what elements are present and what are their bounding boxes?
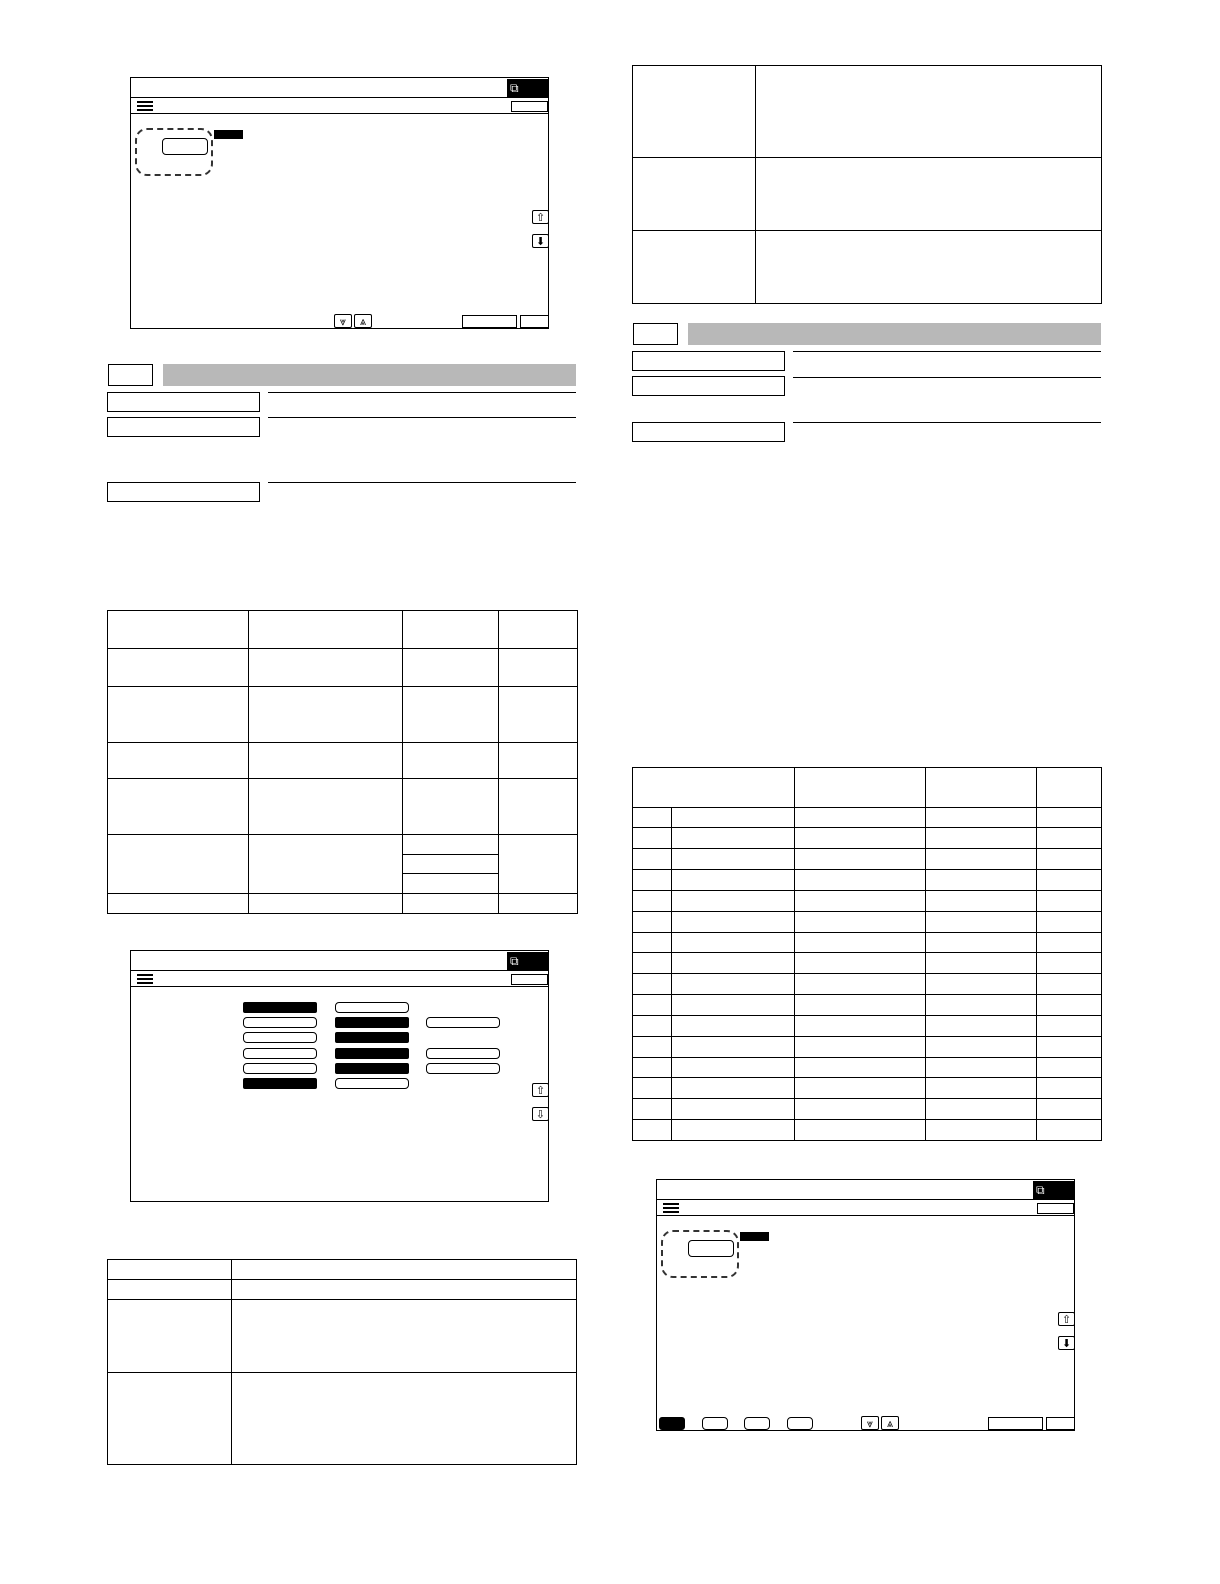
screen-title-bar — [657, 1180, 1074, 1200]
footer-wide-button[interactable] — [462, 315, 517, 328]
copy-icon: ⧉ — [510, 81, 519, 95]
table-row — [633, 1015, 1102, 1036]
down-arrow-icon[interactable]: ⬇ — [532, 234, 549, 248]
rule-3 — [268, 482, 576, 483]
screen-title-bar — [131, 951, 548, 971]
table-row — [108, 687, 578, 743]
footer-tab[interactable] — [702, 1417, 728, 1430]
screen-panel-3 — [656, 1179, 1075, 1431]
table-row — [633, 953, 1102, 974]
table-row — [108, 1373, 577, 1465]
table-row — [108, 1300, 577, 1373]
table-row — [633, 1120, 1102, 1141]
option-button[interactable] — [243, 1032, 317, 1043]
header-divider — [131, 113, 548, 114]
copy-icon: ⧉ — [1036, 1183, 1045, 1197]
option-button[interactable] — [335, 1017, 409, 1028]
label-box-1 — [107, 392, 260, 412]
option-button[interactable] — [335, 1078, 409, 1089]
table-row — [633, 807, 1102, 828]
table-row — [633, 66, 1102, 158]
up-arrow-icon[interactable]: ⇧ — [1058, 1312, 1075, 1326]
option-button[interactable] — [243, 1002, 317, 1013]
table-row — [633, 158, 1102, 231]
setting-button[interactable] — [688, 1240, 734, 1257]
table-row — [633, 932, 1102, 953]
copy-icon: ⧉ — [510, 954, 519, 968]
table-4 — [632, 767, 1102, 1141]
label-box-5 — [632, 376, 785, 396]
nav-up-icon[interactable]: ⩓ — [881, 1416, 899, 1430]
screen-panel-1 — [130, 77, 549, 329]
rule-2 — [268, 417, 576, 418]
section-number-box — [108, 364, 153, 386]
up-arrow-icon[interactable]: ⇧ — [532, 1083, 549, 1097]
table-1 — [107, 610, 578, 914]
table-row — [108, 743, 578, 779]
option-button[interactable] — [335, 1063, 409, 1074]
table-3 — [632, 65, 1102, 304]
footer-wide-button[interactable] — [988, 1417, 1043, 1430]
table-row — [108, 1260, 577, 1280]
table-row — [108, 835, 578, 855]
table-row — [633, 911, 1102, 932]
setting-button[interactable] — [162, 138, 208, 155]
header-button[interactable] — [511, 101, 548, 112]
table-row — [633, 231, 1102, 304]
table-row — [633, 870, 1102, 891]
down-arrow-icon[interactable]: ⬇ — [1058, 1336, 1075, 1350]
label-box-3 — [107, 482, 260, 502]
nav-down-icon[interactable]: ⩔ — [861, 1416, 879, 1430]
table-row — [633, 890, 1102, 911]
option-button[interactable] — [335, 1048, 409, 1059]
option-button[interactable] — [335, 1032, 409, 1043]
menu-icon[interactable] — [137, 972, 153, 986]
footer-tab-active[interactable] — [659, 1417, 685, 1430]
label-box-2 — [107, 417, 260, 437]
nav-up-icon[interactable]: ⩓ — [354, 314, 372, 328]
menu-icon[interactable] — [137, 99, 153, 113]
section-number-box — [633, 323, 678, 345]
option-button[interactable] — [426, 1048, 500, 1059]
option-button[interactable] — [335, 1002, 409, 1013]
up-arrow-icon[interactable]: ⇧ — [532, 210, 549, 224]
footer-ok-button[interactable] — [1046, 1417, 1075, 1430]
table-row — [633, 1036, 1102, 1057]
option-button[interactable] — [426, 1063, 500, 1074]
rule-6 — [793, 422, 1101, 423]
rule-4 — [793, 351, 1101, 352]
screen-title-bar — [131, 78, 548, 98]
header-divider — [131, 986, 548, 987]
nav-down-icon[interactable]: ⩔ — [334, 314, 352, 328]
table-row — [633, 768, 1102, 808]
table-row — [633, 828, 1102, 849]
copy-status-box — [1033, 1181, 1074, 1199]
table-row — [633, 1099, 1102, 1120]
screen-panel-2 — [130, 950, 549, 1202]
selected-tag — [214, 130, 243, 139]
label-box-4 — [632, 351, 785, 371]
option-button[interactable] — [426, 1017, 500, 1028]
table-2 — [107, 1259, 577, 1465]
footer-ok-button[interactable] — [520, 315, 549, 328]
table-row — [633, 1078, 1102, 1099]
section-title-bar — [163, 364, 576, 386]
menu-icon[interactable] — [663, 1201, 679, 1215]
section-title-bar — [688, 323, 1101, 345]
header-button[interactable] — [1037, 1203, 1074, 1214]
option-button[interactable] — [243, 1017, 317, 1028]
footer-tab[interactable] — [787, 1417, 813, 1430]
rule-5 — [793, 377, 1101, 378]
table-row — [108, 779, 578, 835]
label-box-6 — [632, 422, 785, 442]
copy-status-box — [507, 952, 548, 970]
table-row — [633, 1057, 1102, 1078]
table-row — [108, 649, 578, 687]
table-row — [108, 1280, 577, 1300]
header-divider — [657, 1215, 1074, 1216]
table-row — [108, 611, 578, 649]
table-row — [633, 995, 1102, 1016]
down-arrow-icon[interactable]: ⇧ — [532, 1107, 549, 1121]
option-button[interactable] — [243, 1048, 317, 1059]
option-button[interactable] — [243, 1063, 317, 1074]
option-button[interactable] — [243, 1078, 317, 1089]
table-row — [633, 974, 1102, 995]
table-row — [108, 894, 578, 914]
selected-tag — [740, 1232, 769, 1241]
header-button[interactable] — [511, 974, 548, 985]
rule-1 — [268, 392, 576, 393]
table-row — [633, 849, 1102, 870]
footer-tab[interactable] — [744, 1417, 770, 1430]
copy-status-box — [507, 79, 548, 97]
